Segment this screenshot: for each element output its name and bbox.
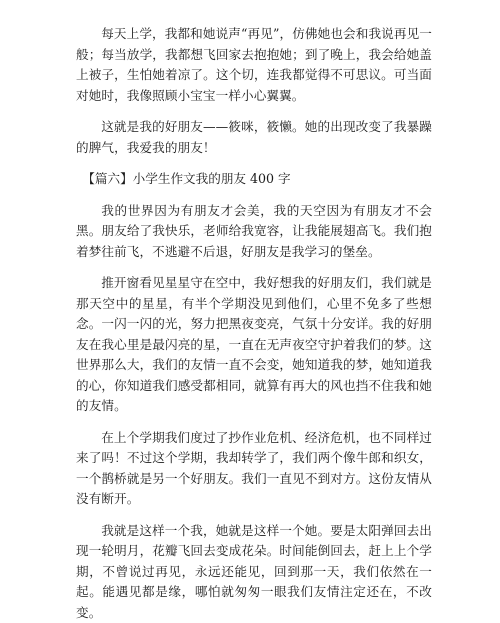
paragraph-5: 在上个学期我们度过了抄作业危机、经济危机，也不同样过来了吗！不过这个学期，我却转学了，我们两个像牛郎和织女，一个鹊桥就是另一个好朋友。我们一直见不到对方。这份友情从没有断开。 (76, 428, 432, 510)
paragraph-gap (76, 262, 432, 273)
paragraph-6: 我就是这样一个我，她就是这样一个她。要是太阳弹回去出现一轮明月，花瓣飞回去变成花朵。时间能倒回去，赶上上个学期，不曾说过再见，永远还能见，回到那一天，我们依然在一起。能遇见都是缘，哪怕就匆匆一眼我们友情注定还在，不改变。 (76, 521, 432, 623)
paragraph-1: 每天上学，我都和她说声“再见”，仿佛她也会和我说再见一般；每当放学，我都想飞回家去抱抱她；到了晚上，我会给她盖上被子，生怕她着凉了。这个切，连我都觉得不可思议。可当面对她时，我像照顾小宝宝一样小心翼翼。 (76, 24, 432, 106)
paragraph-gap (76, 510, 432, 521)
document-page (76, 24, 432, 623)
paragraph-gap (76, 158, 432, 169)
paragraph-gap (76, 190, 432, 201)
paragraph-4: 推开窗看见星星守在空中，我好想我的好朋友们，我们就是那天空中的星星，有半个学期没见到他们，心里不免多了些想念。一闪一闪的光，努力把黑夜变亮，气氛十分安详。我的好朋友在我心里是最闪亮的星，一直在无声夜空守护着我们的梦。这世界那么大，我们的友情一直不会变，她知道我的梦，她知道我的心，你知道我们感受都相同，就算有再大的风也挡不住我和她的友情。 (76, 273, 432, 417)
paragraph-gap (76, 106, 432, 117)
paragraph-gap (76, 417, 432, 428)
section-heading: 【篇六】小学生作文我的朋友 400 字 (76, 169, 432, 190)
paragraph-3: 我的世界因为有朋友才会美，我的天空因为有朋友才不会黑。朋友给了我快乐，老师给我宽容，让我能展翅高飞。我们抱着梦往前飞，不逃避不后退，好朋友是我学习的堡垒。 (76, 201, 432, 263)
paragraph-2: 这就是我的好朋友——筱咪，筱懒。她的出现改变了我暴躁的脾气，我爱我的朋友！ (76, 117, 432, 158)
